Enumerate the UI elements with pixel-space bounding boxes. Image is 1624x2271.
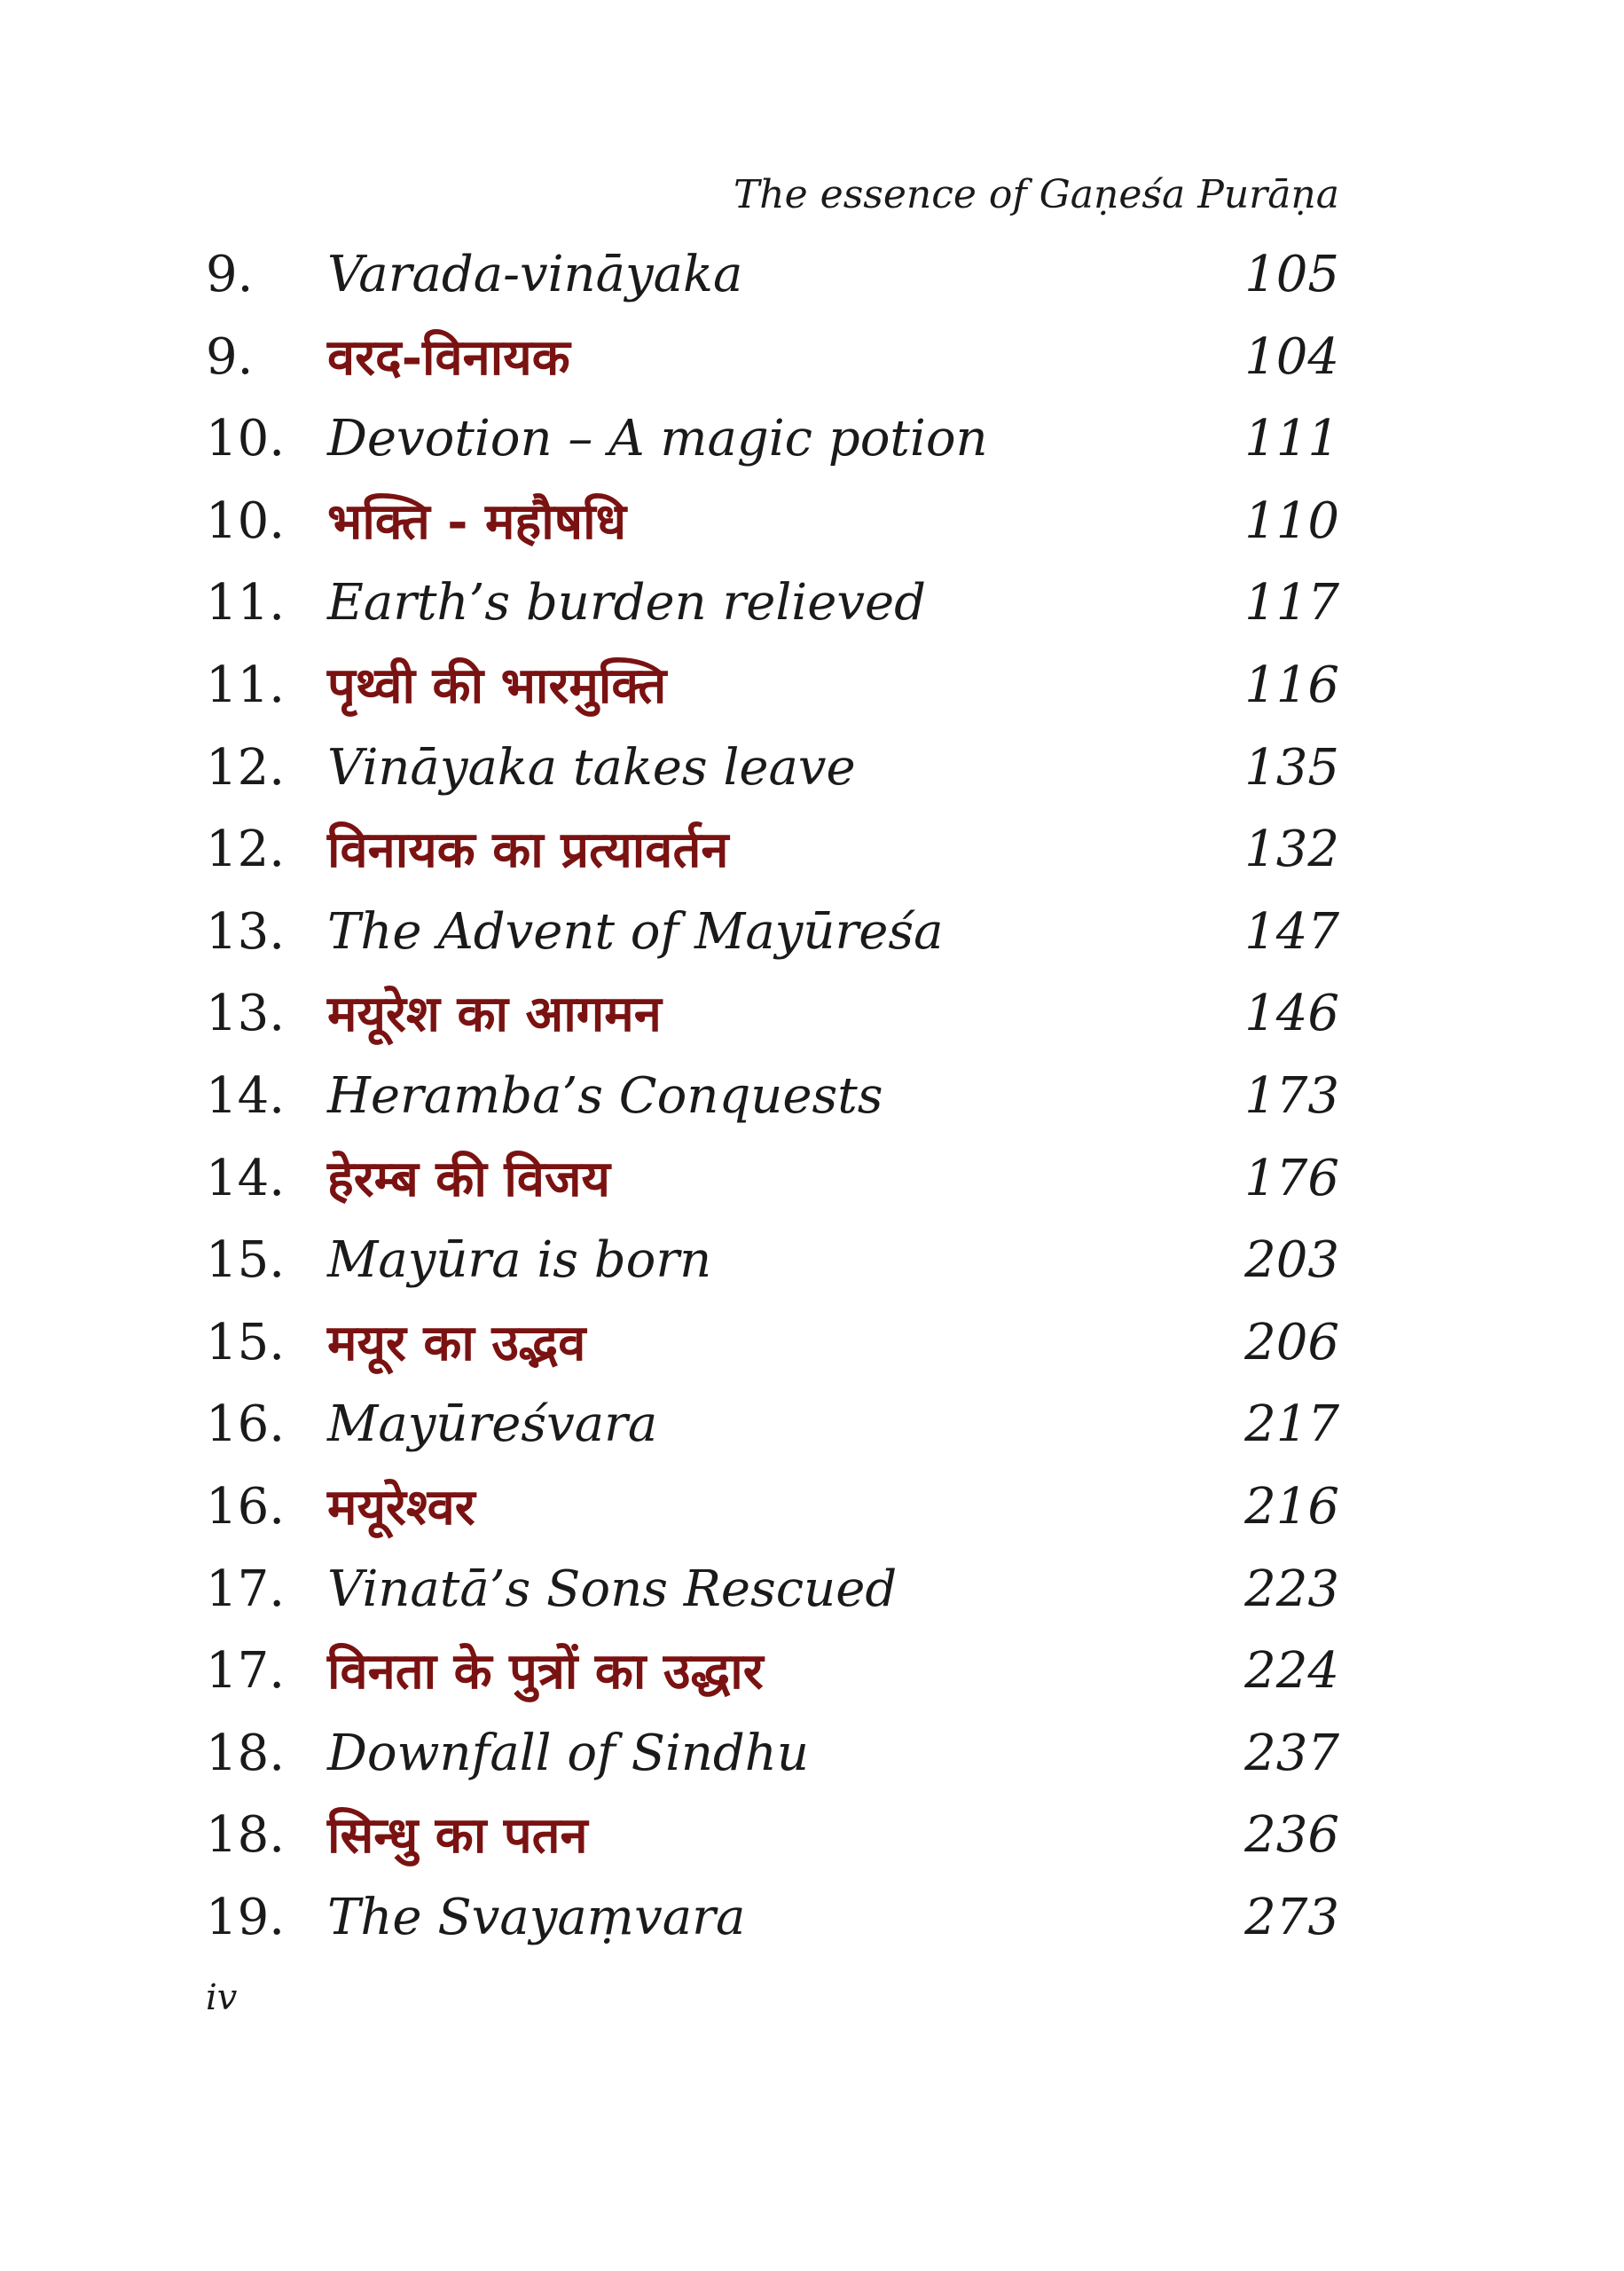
- page-reference: 206: [1244, 1313, 1339, 1371]
- page-reference: 135: [1244, 738, 1339, 797]
- page-reference: 216: [1244, 1477, 1339, 1536]
- page-number: iv: [206, 1977, 238, 2018]
- chapter-title: Vinatā’s Sons Rescued: [327, 1560, 898, 1618]
- chapter-title-hindi: वरद-विनायक: [327, 327, 570, 387]
- chapter-title-hindi: विनायक का प्रत्यावर्तन: [327, 821, 729, 880]
- toc-entry: [206, 481, 1339, 563]
- toc-entry: [206, 1220, 1339, 1302]
- chapter-number: 14.: [206, 1066, 286, 1125]
- chapter-title: Earth’s burden relieved: [327, 574, 926, 633]
- page-reference: 111: [1244, 410, 1339, 468]
- chapter-number: 19.: [206, 1888, 286, 1946]
- chapter-number: 16.: [206, 1477, 286, 1536]
- chapter-title-hindi: पृथ्वी की भारमुक्ति: [327, 656, 667, 715]
- page-reference: 110: [1244, 491, 1339, 550]
- chapter-number: 12.: [206, 738, 286, 797]
- toc-entry: [206, 1138, 1339, 1221]
- page-reference: 273: [1244, 1888, 1339, 1946]
- chapter-title-hindi: मयूरेश का आगमन: [327, 985, 662, 1044]
- page-reference: 147: [1244, 902, 1339, 961]
- chapter-number: 17.: [206, 1642, 286, 1701]
- chapter-title-hindi: विनता के पुत्रों का उद्धार: [327, 1642, 764, 1701]
- toc-entry: [206, 1549, 1339, 1631]
- running-head: The essence of Gaṇeśa Purāṇa: [733, 172, 1339, 217]
- chapter-number: 18.: [206, 1724, 286, 1782]
- toc-entry: [206, 1466, 1339, 1549]
- chapter-number: 11.: [206, 656, 286, 714]
- chapter-title: Varada-vināyaka: [327, 246, 743, 303]
- chapter-title: The Advent of Mayūreśa: [327, 902, 944, 961]
- toc-entry: [206, 809, 1339, 892]
- toc-entry: [206, 1631, 1339, 1713]
- toc-entry: [206, 562, 1339, 645]
- chapter-title: Devotion – A magic potion: [327, 410, 988, 468]
- toc-entry: [206, 398, 1339, 481]
- chapter-title: Downfall of Sindhu: [327, 1724, 809, 1782]
- toc-entry: [206, 645, 1339, 727]
- page-reference: 105: [1244, 246, 1339, 303]
- page-reference: 236: [1244, 1806, 1339, 1865]
- chapter-title-hindi: सिन्धु का पतन: [327, 1806, 588, 1866]
- chapter-number: 9.: [206, 327, 254, 386]
- page-reference: 176: [1244, 1149, 1339, 1207]
- chapter-number: 13.: [206, 902, 286, 961]
- chapter-number: 9.: [206, 246, 254, 303]
- chapter-title-hindi: भक्ति - महौषधि: [327, 491, 627, 551]
- page-reference: 104: [1244, 327, 1339, 386]
- chapter-number: 17.: [206, 1560, 286, 1618]
- page-reference: 116: [1244, 656, 1339, 714]
- toc-entry: [206, 234, 1339, 317]
- toc-entry: [206, 1713, 1339, 1796]
- chapter-number: 13.: [206, 985, 286, 1043]
- toc-entry: [206, 973, 1339, 1056]
- chapter-number: 12.: [206, 821, 286, 879]
- chapter-number: 15.: [206, 1231, 286, 1290]
- chapter-number: 18.: [206, 1806, 286, 1865]
- page-reference: 223: [1244, 1560, 1339, 1618]
- page-reference: 203: [1244, 1231, 1339, 1290]
- chapter-title: Mayūreśvara: [327, 1395, 658, 1454]
- toc-entry: [206, 1056, 1339, 1138]
- chapter-number: 16.: [206, 1395, 286, 1454]
- toc-entry: [206, 317, 1339, 399]
- chapter-number: 10.: [206, 410, 286, 468]
- toc-entry: [206, 1384, 1339, 1466]
- chapter-number: 14.: [206, 1149, 286, 1207]
- toc-entry: [206, 1795, 1339, 1877]
- chapter-title: Heramba’s Conquests: [327, 1066, 883, 1125]
- page-reference: 224: [1244, 1642, 1339, 1701]
- chapter-title-hindi: मयूर का उद्भव: [327, 1313, 586, 1372]
- page-reference: 146: [1244, 985, 1339, 1043]
- chapter-title: Vināyaka takes leave: [327, 738, 856, 797]
- page-reference: 117: [1244, 574, 1339, 633]
- chapter-title-hindi: हेरम्ब की विजय: [327, 1149, 610, 1208]
- page-reference: 217: [1244, 1395, 1339, 1454]
- page-reference: 173: [1244, 1066, 1339, 1125]
- chapter-title-hindi: मयूरेश्वर: [327, 1477, 475, 1536]
- toc-entry: [206, 1877, 1339, 1960]
- toc-entry: [206, 727, 1339, 810]
- toc-entry: [206, 1302, 1339, 1385]
- page-reference: 237: [1244, 1724, 1339, 1782]
- chapter-number: 15.: [206, 1313, 286, 1371]
- chapter-title: The Svayaṃvara: [327, 1888, 746, 1946]
- table-of-contents: [206, 234, 1339, 1959]
- chapter-number: 10.: [206, 491, 286, 550]
- chapter-number: 11.: [206, 574, 286, 633]
- toc-entry: [206, 892, 1339, 974]
- chapter-title: Mayūra is born: [327, 1231, 712, 1290]
- page-reference: 132: [1244, 821, 1339, 879]
